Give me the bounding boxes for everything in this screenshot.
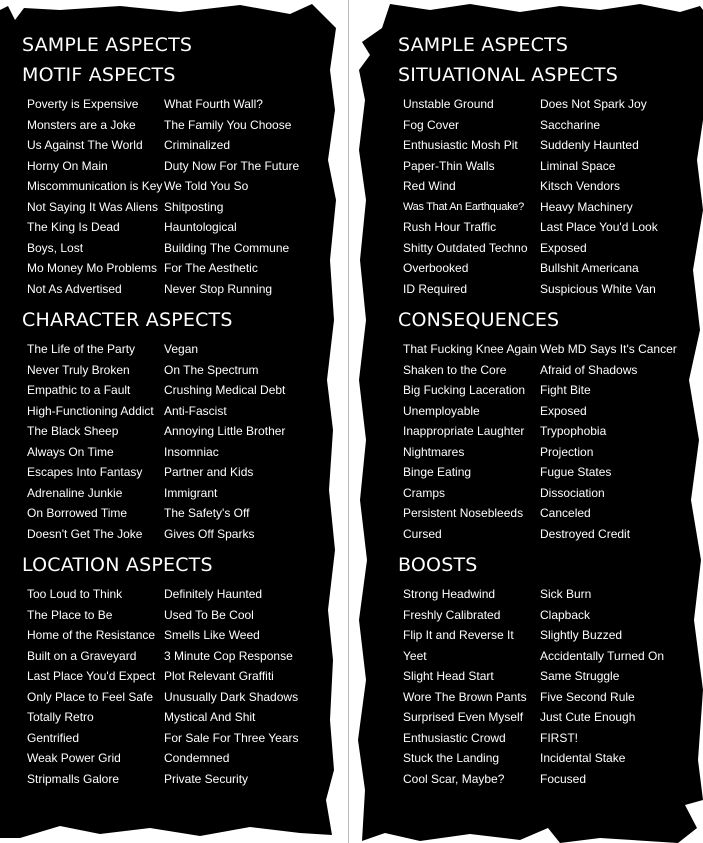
list-item: Escapes Into Fantasy	[27, 465, 143, 479]
list-item: Dissociation	[540, 485, 605, 500]
section-title: CONSEQUENCES	[398, 309, 560, 331]
list-item: Miscommunication is Key	[27, 179, 163, 193]
list-item: The King Is Dead	[27, 220, 120, 234]
list-item: Empathic to a Fault	[27, 383, 131, 397]
list-item: Never Truly Broken	[27, 362, 130, 377]
list-item: That Fucking Knee Again	[403, 342, 538, 356]
list-item: ID Required	[403, 281, 468, 296]
situational-aspects-section	[398, 60, 688, 299]
list-item: Criminalized	[164, 138, 231, 152]
list-item: On Borrowed Time	[27, 506, 128, 520]
left-panel	[22, 30, 332, 795]
list-item: Yeet	[403, 648, 427, 663]
list-item: Just Cute Enough	[540, 710, 636, 724]
list-item: Paper-Thin Walls	[403, 158, 495, 173]
list-item: Smells Like Weed	[164, 628, 260, 642]
list-item: Cramps	[403, 485, 446, 500]
list-item: Projection	[540, 444, 594, 459]
list-item: Fog Cover	[403, 117, 460, 132]
list-item: Enthusiastic Mosh Pit	[403, 138, 518, 152]
list-item: Mo Money Mo Problems	[27, 261, 158, 275]
list-item: Used To Be Cool	[164, 607, 254, 622]
list-item: The Black Sheep	[27, 424, 119, 438]
list-item: Red Wind	[403, 179, 456, 193]
list-item: Private Security	[164, 771, 249, 786]
section-title: SITUATIONAL ASPECTS	[398, 64, 618, 86]
boost-list	[403, 584, 688, 789]
list-item: Doesn't Get The Joke	[27, 526, 143, 541]
list-item: Suddenly Haunted	[540, 138, 639, 152]
list-item: Gentrified	[27, 730, 80, 745]
list-item: Horny On Main	[27, 158, 108, 173]
list-item: Partner and Kids	[164, 465, 254, 479]
list-item: Stuck the Landing	[403, 751, 500, 765]
list-item: The Safety's Off	[164, 506, 250, 520]
list-item: Saccharine	[540, 117, 601, 132]
list-item: Afraid of Shadows	[540, 362, 638, 377]
list-item: Accidentally Turned On	[540, 648, 665, 663]
list-item: Not As Advertised	[27, 281, 122, 296]
list-item: Suspicious White Van	[540, 281, 656, 296]
list-item: Same Struggle	[540, 669, 620, 683]
list-item: Inappropriate Laughter	[403, 424, 525, 438]
page-divider	[348, 0, 349, 843]
list-item: Slight Head Start	[403, 669, 494, 683]
section-title: LOCATION ASPECTS	[22, 554, 213, 576]
list-item: The Life of the Party	[27, 342, 136, 356]
list-item: Unstable Ground	[403, 97, 494, 111]
list-item: Plot Relevant Graffiti	[164, 669, 274, 683]
list-item: Always On Time	[27, 444, 114, 459]
list-item: Exposed	[540, 403, 587, 418]
list-item: Kitsch Vendors	[540, 179, 621, 193]
list-item: Fight Bite	[540, 383, 591, 397]
list-item: We Told You So	[164, 179, 249, 193]
list-item: Does Not Spark Joy	[540, 97, 647, 111]
list-item: Last Place You'd Look	[540, 220, 658, 234]
list-item: Fugue States	[540, 465, 612, 479]
list-item: For The Aesthetic	[164, 261, 258, 275]
list-item: Weak Power Grid	[27, 751, 121, 765]
list-item: Liminal Space	[540, 158, 616, 173]
list-item: Web MD Says It's Cancer	[540, 342, 677, 356]
list-item: Never Stop Running	[164, 281, 273, 296]
list-item: Clapback	[540, 607, 591, 622]
list-item: Binge Eating	[403, 465, 472, 479]
list-item: Building The Commune	[164, 240, 290, 255]
list-item: Annoying Little Brother	[164, 424, 286, 438]
list-item: Definitely Haunted	[164, 587, 263, 601]
list-item: Unusually Dark Shadows	[164, 689, 299, 704]
aspect-list	[27, 584, 332, 789]
list-item: Bullshit Americana	[540, 261, 639, 275]
list-item: FIRST!	[540, 730, 578, 745]
list-item: Trypophobia	[540, 424, 607, 438]
section-title: MOTIF ASPECTS	[22, 64, 176, 86]
list-item: Shitty Outdated Techno	[403, 240, 528, 255]
list-item: Cursed	[403, 526, 442, 541]
list-item: Enthusiastic Crowd	[403, 730, 506, 745]
list-item: Stripmalls Galore	[27, 771, 120, 786]
list-item: Monsters are a Joke	[27, 117, 136, 132]
section-title: CHARACTER ASPECTS	[22, 309, 233, 331]
aspect-list	[27, 94, 332, 299]
list-item: Hauntological	[164, 220, 237, 234]
list-item: Wore The Brown Pants	[403, 689, 527, 704]
list-item: Boys, Lost	[27, 240, 84, 255]
list-item: Five Second Rule	[540, 689, 635, 704]
list-item: Not Saying It Was Aliens	[27, 199, 158, 214]
list-item: Insomniac	[164, 444, 219, 459]
list-item: Exposed	[540, 240, 587, 255]
list-item: Freshly Calibrated	[403, 607, 501, 622]
list-item: Nightmares	[403, 444, 465, 459]
list-item: What Fourth Wall?	[164, 97, 263, 111]
list-item: Was That An Earthquake?	[403, 200, 524, 213]
motif-aspects-section	[22, 60, 332, 299]
right-panel	[398, 30, 688, 795]
list-item: Adrenaline Junkie	[27, 485, 123, 500]
boosts-section	[398, 550, 688, 789]
list-item: Cool Scar, Maybe?	[403, 771, 505, 786]
list-item: Heavy Machinery	[540, 199, 633, 214]
list-item: Condemned	[164, 751, 230, 765]
left-sample-title: SAMPLE ASPECTS	[22, 34, 193, 56]
aspect-list	[27, 339, 332, 544]
list-item: Last Place You'd Expect	[27, 669, 156, 683]
list-item: Unemployable	[403, 403, 480, 418]
list-item: Slightly Buzzed	[540, 628, 623, 642]
list-item: Incidental Stake	[540, 751, 626, 765]
list-item: For Sale For Three Years	[164, 730, 299, 745]
aspect-list	[403, 94, 688, 299]
section-title: BOOSTS	[398, 554, 478, 576]
list-item: Anti-Fascist	[164, 403, 227, 418]
list-item: Surprised Even Myself	[403, 710, 524, 724]
list-item: Strong Headwind	[403, 587, 496, 601]
list-item: The Family You Choose	[164, 117, 292, 132]
list-item: Rush Hour Traffic	[403, 220, 497, 234]
list-item: Poverty is Expensive	[27, 97, 139, 111]
list-item: Gives Off Sparks	[164, 526, 255, 541]
list-item: 3 Minute Cop Response	[164, 648, 293, 663]
list-item: Too Loud to Think	[27, 587, 123, 601]
character-aspects-section	[22, 305, 332, 544]
list-item: Totally Retro	[27, 710, 94, 724]
list-item: Focused	[540, 771, 587, 786]
consequences-section	[398, 305, 688, 544]
list-item: Big Fucking Laceration	[403, 383, 526, 397]
list-item: Vegan	[164, 342, 199, 356]
list-item: Immigrant	[164, 485, 218, 500]
list-item: Crushing Medical Debt	[164, 383, 286, 397]
list-item: Shaken to the Core	[403, 362, 507, 377]
list-item: Shitposting	[164, 199, 224, 214]
list-item: Only Place to Feel Safe	[27, 689, 154, 704]
list-item: Overbooked	[403, 261, 469, 275]
consequence-list	[403, 339, 688, 544]
list-item: Us Against The World	[27, 138, 143, 152]
list-item: Mystical And Shit	[164, 710, 256, 724]
list-item: Destroyed Credit	[540, 526, 631, 541]
list-item: On The Spectrum	[164, 362, 259, 377]
list-item: Sick Burn	[540, 587, 592, 601]
list-item: High-Functioning Addict	[27, 403, 154, 418]
right-sample-title: SAMPLE ASPECTS	[398, 34, 569, 56]
location-aspects-section	[22, 550, 332, 789]
list-item: Persistent Nosebleeds	[403, 506, 524, 520]
list-item: Canceled	[540, 506, 591, 520]
list-item: Duty Now For The Future	[164, 158, 300, 173]
list-item: Built on a Graveyard	[27, 648, 137, 663]
list-item: The Place to Be	[27, 607, 113, 622]
list-item: Flip It and Reverse It	[403, 628, 514, 642]
list-item: Home of the Resistance	[27, 628, 156, 642]
